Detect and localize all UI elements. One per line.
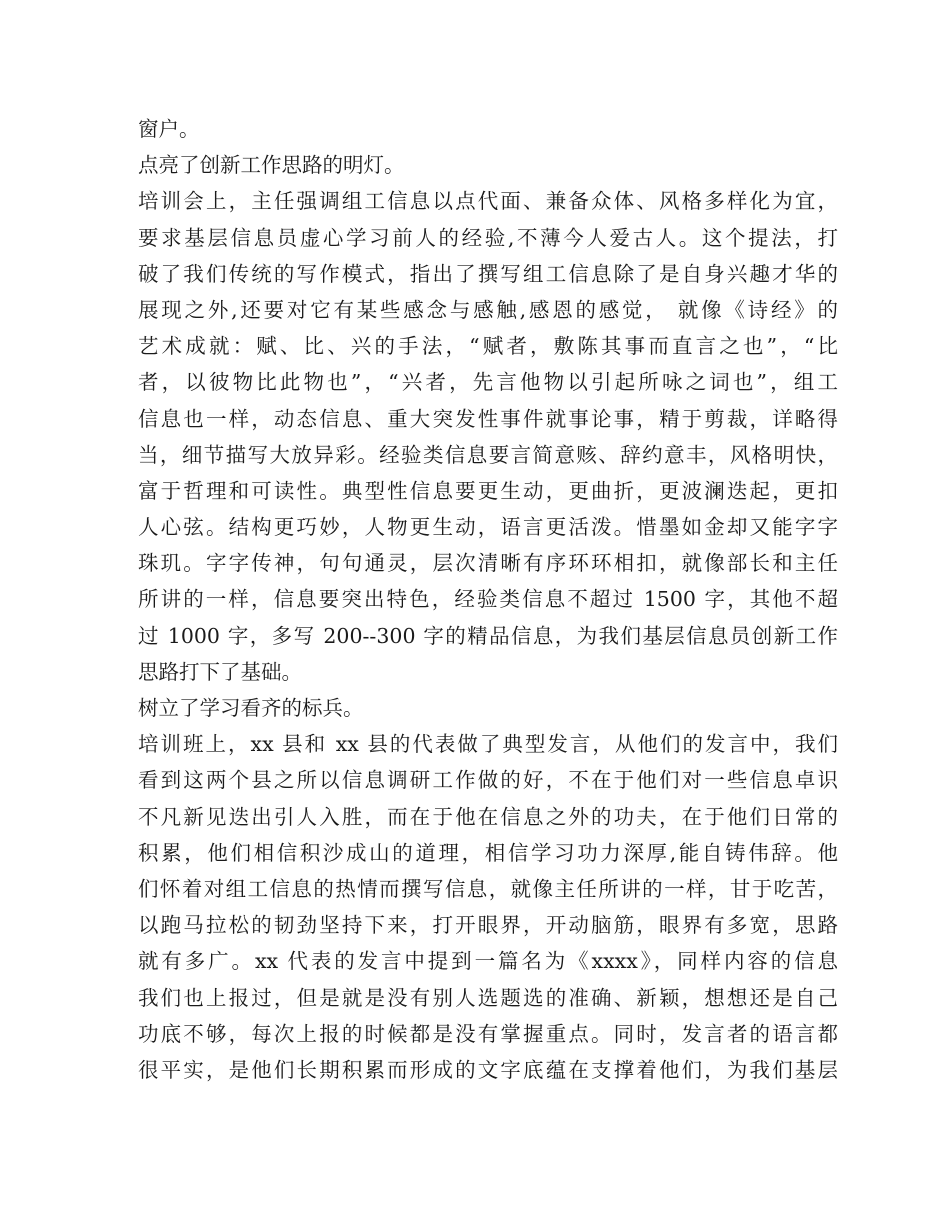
text-line: 窗户。 [138, 117, 200, 141]
text-line: 积累，他们相信积沙成山的道理，相信学习功力深厚,能自铸伟辞。他 [138, 840, 838, 865]
body-text [138, 111, 838, 1088]
text-line: 们怀着对组工信息的热情而撰写信息，就像主任所讲的一样，甘于吃苦， [138, 876, 838, 901]
section-heading: 树立了学习看齐的标兵。 [138, 696, 364, 720]
text-line: 破了我们传统的写作模式，指出了撰写组工信息除了是自身兴趣才华的 [138, 261, 838, 286]
text-line: 所讲的一样，信息要突出特色，经验类信息不超过 1500 字，其他不超 [138, 587, 838, 612]
text-line: 思路打下了基础。 [138, 659, 302, 684]
text-line: 者，以彼物比此物也”，“兴者，先言他物以引起所咏之词也”，组工 [138, 370, 838, 395]
text-line: 很平实，是他们长期积累而形成的文字底蕴在支撑着他们，为我们基层 [138, 1057, 838, 1082]
text-line: 就有多广。xx 代表的发言中提到一篇名为《xxxx》，同样内容的信息 [138, 949, 838, 974]
text-line: 功底不够，每次上报的时候都是没有掌握重点。同时，发言者的语言都 [138, 1021, 838, 1046]
text-line: 过 1000 字，多写 200--300 字的精品信息，为我们基层信息员创新工作 [138, 623, 838, 648]
text-line: 看到这两个县之所以信息调研工作做的好，不在于他们对一些信息卓识 [138, 768, 838, 793]
text-line: 以跑马拉松的韧劲坚持下来，打开眼界，开动脑筋，眼界有多宽，思路 [138, 913, 838, 938]
text-line: 培训班上，xx 县和 xx 县的代表做了典型发言，从他们的发言中，我们 [138, 732, 838, 757]
text-line: 珠玑。字字传神，句句通灵，层次清晰有序环环相扣，就像部长和主任 [138, 551, 838, 576]
text-line: 我们也上报过，但是就是没有别人选题选的准确、新颖，想想还是自己 [138, 985, 838, 1010]
text-line: 信息也一样，动态信息、重大突发性事件就事论事，精于剪裁，详略得 [138, 406, 838, 431]
text-line: 人心弦。结构更巧妙，人物更生动，语言更活泼。惜墨如金却又能字字 [138, 515, 838, 540]
text-line: 要求基层信息员虚心学习前人的经验,不薄今人爱古人。这个提法，打 [138, 225, 838, 250]
text-line: 展现之外,还要对它有某些感念与感触,感恩的感觉， 就像《诗经》的 [138, 297, 838, 322]
text-line: 富于哲理和可读性。典型性信息要更生动，更曲折，更波澜迭起，更扣 [138, 478, 838, 503]
text-line: 不凡新见迭出引人入胜，而在于他在信息之外的功夫，在于他们日常的 [138, 804, 838, 829]
text-line: 培训会上，主任强调组工信息以点代面、兼备众体、风格多样化为宜， [138, 189, 838, 214]
text-line: 当，细节描写大放异彩。经验类信息要言简意赅、辞约意丰，风格明快， [138, 442, 838, 467]
text-line: 艺术成就：赋、比、兴的手法，“赋者，敷陈其事而直言之也”，“比 [138, 334, 838, 359]
section-heading: 点亮了创新工作思路的明灯。 [138, 153, 405, 178]
